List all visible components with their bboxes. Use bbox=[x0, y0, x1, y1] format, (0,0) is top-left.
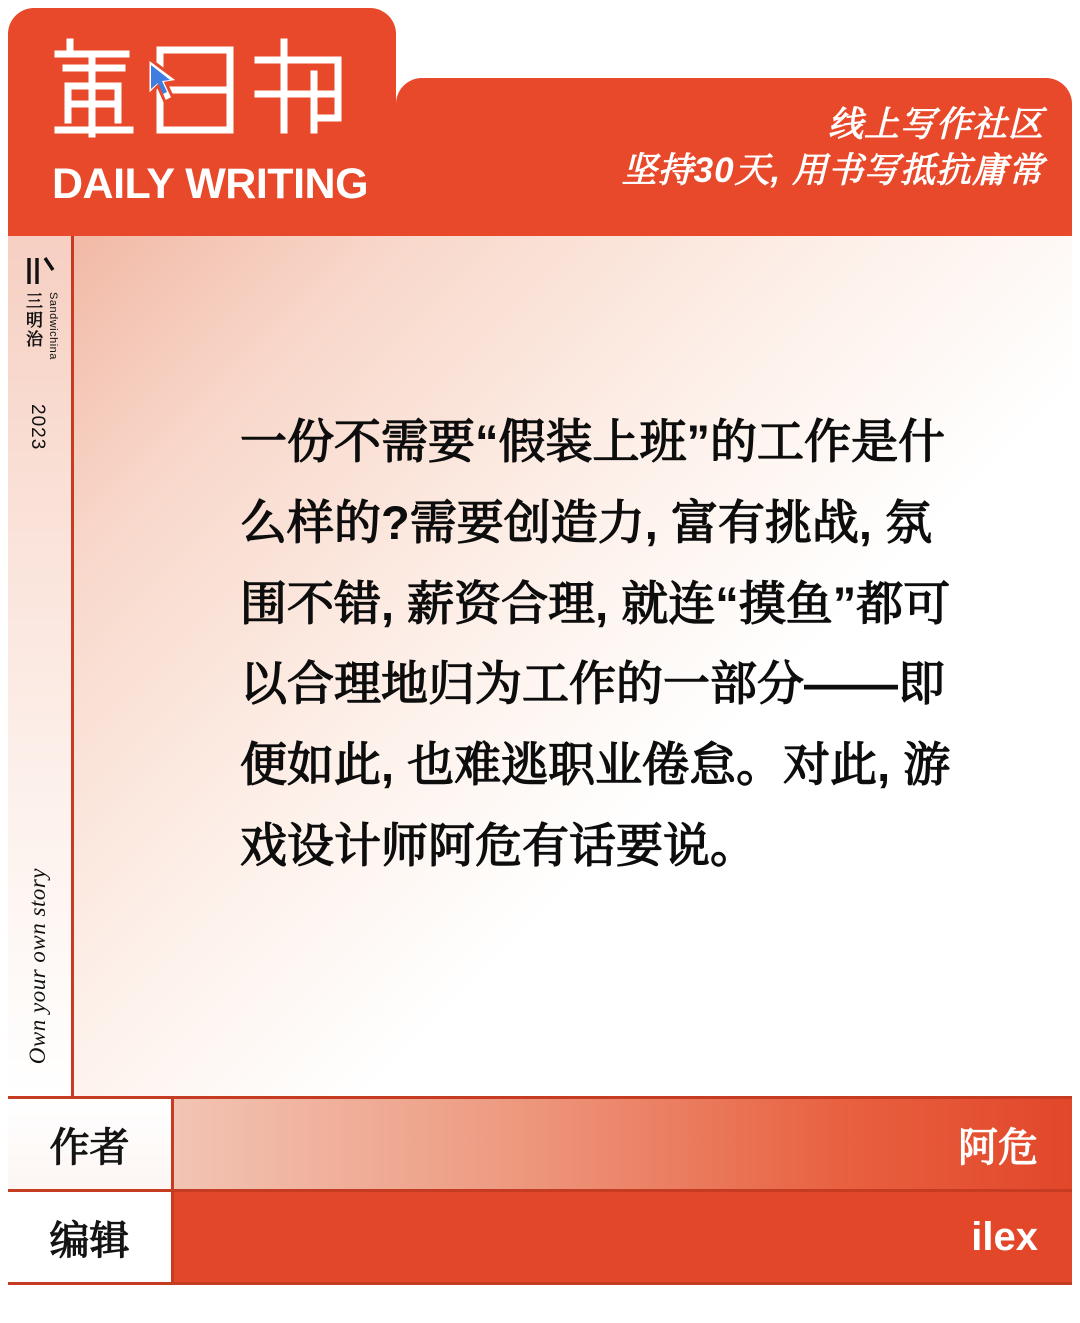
content-area bbox=[74, 236, 1072, 1096]
header-bar bbox=[396, 78, 1072, 236]
logo-en-text: DAILY WRITING bbox=[52, 160, 369, 208]
header-line-2: 坚持30天, 用书写抵抗庸常 bbox=[621, 151, 1044, 191]
author-row bbox=[8, 1096, 1072, 1189]
editor-row bbox=[8, 1189, 1072, 1285]
spine-logo-mark bbox=[8, 248, 74, 288]
editor-label: 编辑 bbox=[8, 1192, 174, 1282]
spine-year: 2023 bbox=[27, 404, 48, 451]
spine-brand-en: Sandwichina bbox=[47, 292, 59, 360]
article-excerpt: 一份不需要“假装上班”的工作是什么样的?需要创造力, 富有挑战, 氛围不错, 薪资合理, 就连“摸鱼”都可以合理地归为工作的一部分——即便如此, 也难逃职业倦怠。对此, 游戏设计师阿危有话要说。 bbox=[240, 415, 951, 873]
editor-value: ilex bbox=[174, 1192, 1072, 1282]
spine-brand-cn: 三明治 bbox=[23, 292, 42, 349]
author-value: 阿危 bbox=[174, 1099, 1072, 1189]
author-label: 作者 bbox=[8, 1099, 174, 1189]
spine-brand bbox=[20, 292, 59, 360]
logo-cn-mark bbox=[52, 34, 352, 142]
spine-strip bbox=[8, 236, 74, 1096]
brand-logo-block bbox=[8, 8, 396, 236]
spine-tagline: Own your own story bbox=[25, 867, 50, 1064]
header-line-1: 线上写作社区 bbox=[827, 105, 1044, 144]
header-taglines bbox=[622, 102, 1044, 194]
